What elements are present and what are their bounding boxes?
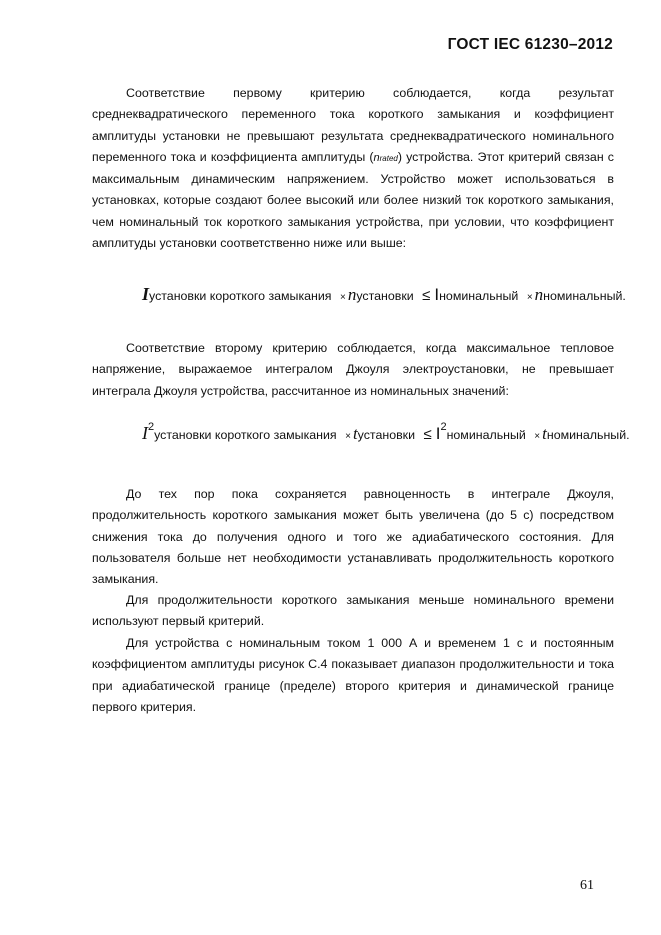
page-number: 61 — [580, 878, 594, 893]
formula-var: t — [352, 424, 358, 443]
n-rated-symbol: nrated — [373, 151, 398, 164]
paragraph-short-duration: Для продолжительности короткого замыкания меньше номинального времени используют первый критерий. — [92, 593, 614, 629]
document-header: ГОСТ IEC 61230–2012 — [447, 36, 613, 53]
formula-var: I — [435, 424, 441, 443]
formula-exponent: 2 — [148, 421, 155, 433]
formula-sub: номинальный — [446, 428, 526, 442]
times-symbol: × — [526, 292, 533, 303]
paragraph-text: Соответствие первому критерию соблюдается, когда результат среднеквадратического переменного тока короткого замыкания и коэффициент амплитуды установки не превышают результата среднеквадратического номинального переменного тока и коэффициента амплитуды ( — [92, 86, 614, 164]
paragraph-first-criterion — [92, 83, 614, 254]
formula-var: I — [142, 423, 148, 443]
formula-sub: установки — [357, 428, 416, 442]
formula-var: t — [542, 424, 547, 443]
formula-exponent: 2 — [440, 421, 447, 433]
formula-first-criterion — [142, 284, 626, 305]
times-symbol: × — [339, 292, 346, 303]
formula-second-criterion — [142, 423, 630, 444]
formula-sub: установки короткого замыкания — [154, 428, 337, 442]
formula-sub: номинальный. — [546, 428, 630, 442]
formula-sub: номинальный — [439, 289, 519, 303]
paragraph-second-criterion: Соответствие второму критерию соблюдается, когда максимальное тепловое напряжение, выражаемое интегралом Джоуля электроустановки, не превышает интеграла Джоуля устройства, рассчитанное из номинальных значений: — [92, 341, 614, 398]
formula-var: n — [347, 285, 357, 304]
times-symbol: × — [345, 431, 351, 442]
paragraph-device-example: Для устройства с номинальным током 1 000 А и временем 1 с и постоянным коэффициентом амплитуды рисунок С.4 показывает диапазон продолжительности и тока при адиабатической границе (пределе) второго критерия и динамической границе первого критерия. — [92, 636, 614, 714]
formula-var: I — [434, 285, 440, 304]
formula-sub: установки короткого замыкания — [149, 289, 332, 303]
formula-var: I — [142, 284, 150, 304]
less-equal-symbol: ≤ — [422, 287, 431, 304]
formula-sub: установки — [356, 289, 414, 303]
paragraph-text: ) устройства. Этот критерий связан с максимальным динамическим напряжением. Устройство может использоваться в установках, которые создают более высокий или более низкий ток короткого замыкания, чем номинальный ток короткого замыкания устройства, при условии, что коэффициент амплитуды установки соответственно ниже или выше: — [92, 149, 614, 251]
less-equal-symbol: ≤ — [423, 426, 432, 443]
formula-sub: номинальный. — [543, 289, 626, 303]
paragraph-joule-integral: До тех пор пока сохраняется равноценность в интеграле Джоуля, продолжительность короткого замыкания может быть увеличена (до 5 с) посредством снижения тока до получения одного и того же адиабатического состояния. Для пользователя больше нет необходимости устанавливать продолжительность короткого замыкания. — [92, 487, 614, 587]
formula-var: n — [534, 285, 544, 304]
times-symbol: × — [534, 431, 541, 442]
